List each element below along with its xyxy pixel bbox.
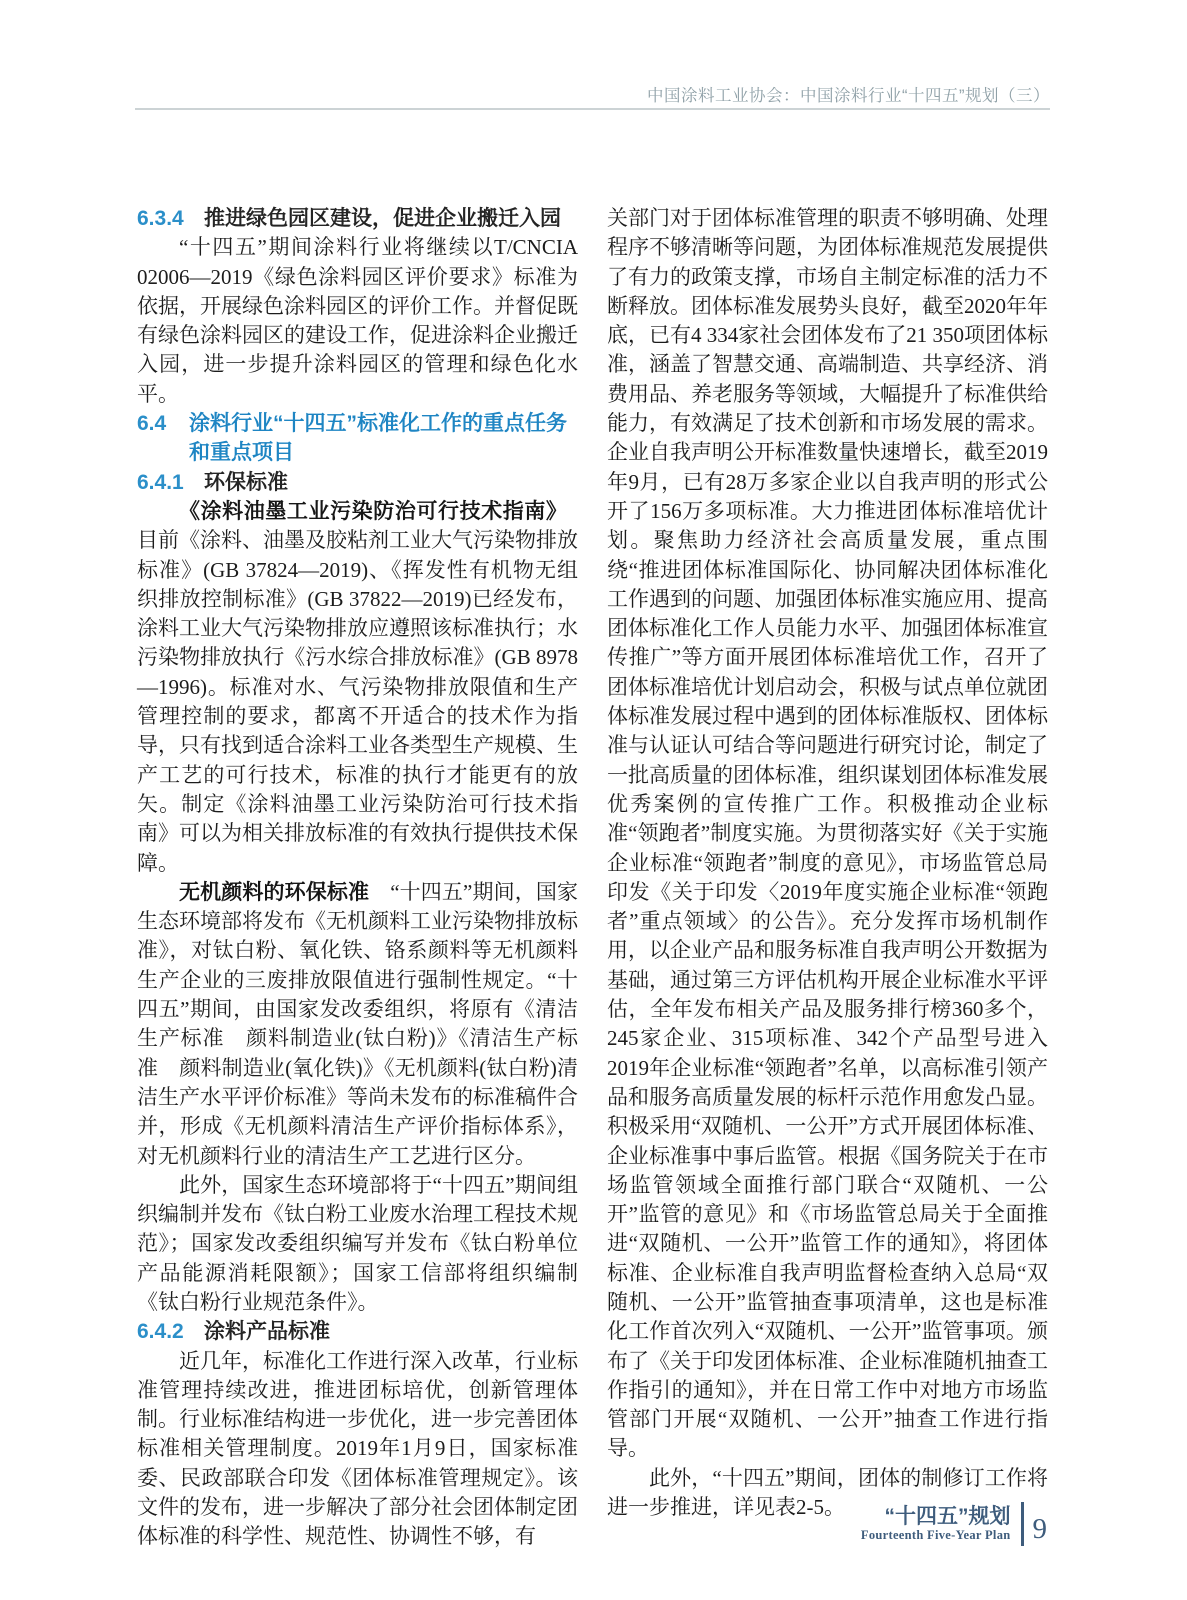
page-footer — [861, 1502, 1047, 1546]
section-number: 6.3.4 — [137, 207, 184, 230]
running-head: 中国涂料工业协会：中国涂料行业“十四五”规划（三） — [647, 87, 1050, 105]
section-title: 涂料行业“十四五”标准化工作的重点任务和重点项目 — [189, 412, 567, 465]
paragraph — [137, 233, 578, 409]
header-rule — [135, 108, 1050, 110]
footer-titles — [861, 1505, 1021, 1543]
page-number: 9 — [1032, 1512, 1047, 1545]
paragraph — [137, 497, 578, 878]
body-text: 此外，“十四五”期间，团体的制修订工作将进一步推进，详见表2-5。 — [607, 1465, 1048, 1520]
section-title: 环保标准 — [204, 470, 288, 494]
footer-plan-title-en: Fourteenth Five-Year Plan — [860, 1528, 1011, 1542]
section-heading-6.4.1 — [137, 468, 578, 497]
paragraph — [137, 1171, 578, 1317]
body-text: 此外，国家生态环境部将于“十四五”期间组织编制并发布《钛白粉工业废水治理工程技术规范》；国家发改委组织编写并发布《钛白粉单位产品能源消耗限额》；国家工信部将组织编制《钛白粉行业规范条件》。 — [137, 1172, 578, 1314]
section-heading-6.4.2 — [137, 1317, 578, 1346]
body-text: 关部门对于团体标准管理的职责不够明确、处理程序不够清晰等问题，为团体标准规范发展提供了有力的政策支撑，市场自主制定标准的活力不断释放。团体标准发展势头良好，截至2020年年底，已有4 334家社会团体发布了21 350项团体标准，涵盖了智慧交通、高端制造、共享经济、消费用品、养老服务等领域，大幅提升了标准供给能力，有效满足了技术创新和市场发展的需求。企业自我声明公开标准数量快速增长，截至2019年9月，已有28万多家企业以自我声明的形式公开了156万多项标准。大力推进团体标准培优计划。聚焦助力经济社会高质量发展，重点围绕“推进团体标准国际化、协同解决团体标准化工作遇到的问题、加强团体标准实施应用、提高团体标准化工作人员能力水平、加强团体标准宣传推广”等方面开展团体标准培优工作，召开了团体标准培优计划启动会，积极与试点单位就团体标准发展过程中遇到的团体标准版权、团体标准与认证认可结合等问题进行研究讨论，制定了一批高质量的团体标准，组织谋划团体标准发展优秀案例的宣传推广工作。积极推动企业标准“领跑者”制度实施。为贯彻落实好《关于实施企业标准“领跑者”制度的意见》，市场监管总局印发《关于印发〈2019年度实施企业标准“领跑者”重点领域〉的公告》。充分发挥市场机制作用，以企业产品和服务标准自我声明公开数据为基础，通过第三方评估机构开展企业标准水平评估，全年发布相关产品及服务排行榜360多个，245家企业、315项标准、342个产品型号进入2019年企业标准“领跑者”名单，以高标准引领产品和服务高质量发展的标杆示范作用愈发凸显。积极采用“双随机、一公开”方式开展团体标准、企业标准事中事后监管。根据《国务院关于在市场监管领域全面推行部门联合“双随机、一公开”监管的意见》和《市场监管总局关于全面推进“双随机、一公开”监管工作的通知》，将团体标准、企业标准自我声明监督检查纳入总局“双随机、一公开”监管抽查事项清单，这也是标准化工作首次列入“双随机、一公开”监管事项。颁布了《关于印发团体标准、企业标准随机抽查工作指引的通知》，并在日常工作中对地方市场监管部门开展“双随机、一公开”抽查工作进行指导。 — [607, 206, 1048, 1461]
paragraph — [137, 1347, 578, 1552]
section-title: 推进绿色园区建设，促进企业搬迁入园 — [204, 207, 561, 230]
body-text: “十四五”期间涂料行业将继续以T/CNCIA 02006—2019《绿色涂料园区评价要求》标准为依据，开展绿色涂料园区的评价工作。并督促既有绿色涂料园区的建设工作，促进涂料企业搬迁入园，进一步提升涂料园区的管理和绿色化水平。 — [137, 235, 578, 406]
body-text: 近几年，标准化工作进行深入改革，行业标准管理持续改进，推进团标培优，创新管理体制。行业标准结构进一步优化，进一步完善团体标准相关管理制度。2019年1月9日，国家标准委、民政部联合印发《团体标准管理规定》。该文件的发布，进一步解决了部分社会团体制定团体标准的科学性、规范性、协调性不够，有 — [137, 1348, 578, 1549]
left-column — [137, 204, 578, 1552]
section-heading-6.3.4 — [137, 204, 578, 233]
section-number: 6.4.1 — [137, 470, 184, 494]
body-text: “十四五”期间，国家生态环境部将发布《无机颜料工业污染物排放标准》，对钛白粉、氧化铁、铬系颜料等无机颜料生产企业的三废排放限值进行强制性规定。“十四五”期间，由国家发改委组织，将原有《清洁生产标准 颜料制造业(钛白粉)》《清洁生产标准 颜料制造业(氧化铁)》《无机颜料(钛白粉)清洁生产水平评价标准》等尚未发布的标准稿件合并，形成《无机颜料清洁生产评价指标体系》，对无机颜料行业的清洁生产工艺进行区分。 — [137, 879, 578, 1168]
section-heading-6.4 — [137, 409, 578, 468]
paragraph — [137, 878, 578, 1171]
body-text: 目前《涂料、油墨及胶粘剂工业大气污染物排放标准》(GB 37824—2019)、《挥发性有机物无组织排放控制标准》(GB 37822—2019)已经发布，涂料工业大气污染物排放应遵照该标准执行；水污染物排放执行《污水综合排放标准》(GB 8978—1996)。标准对水、气污染物排放限值和生产管理控制的要求，都离不开适合的技术作为指导，只有找到适合涂料工业各类型生产规模、生产工艺的可行技术，标准的执行才能更有的放矢。制定《涂料油墨工业污染防治可行技术指南》可以为相关排放标准的有效执行提供技术保障。 — [137, 498, 578, 875]
right-column — [607, 204, 1048, 1522]
section-number: 6.4 — [137, 412, 167, 436]
paragraph — [607, 204, 1048, 1464]
section-number: 6.4.2 — [137, 1320, 184, 1344]
bold-lead-text: 无机颜料的环保标准 — [179, 880, 370, 904]
footer-plan-title-zh: “十四五”规划 — [884, 1505, 1011, 1528]
bold-lead-text: 《涂料油墨工业污染防治可行技术指南》 — [179, 499, 557, 523]
section-title: 涂料产品标准 — [204, 1320, 330, 1344]
